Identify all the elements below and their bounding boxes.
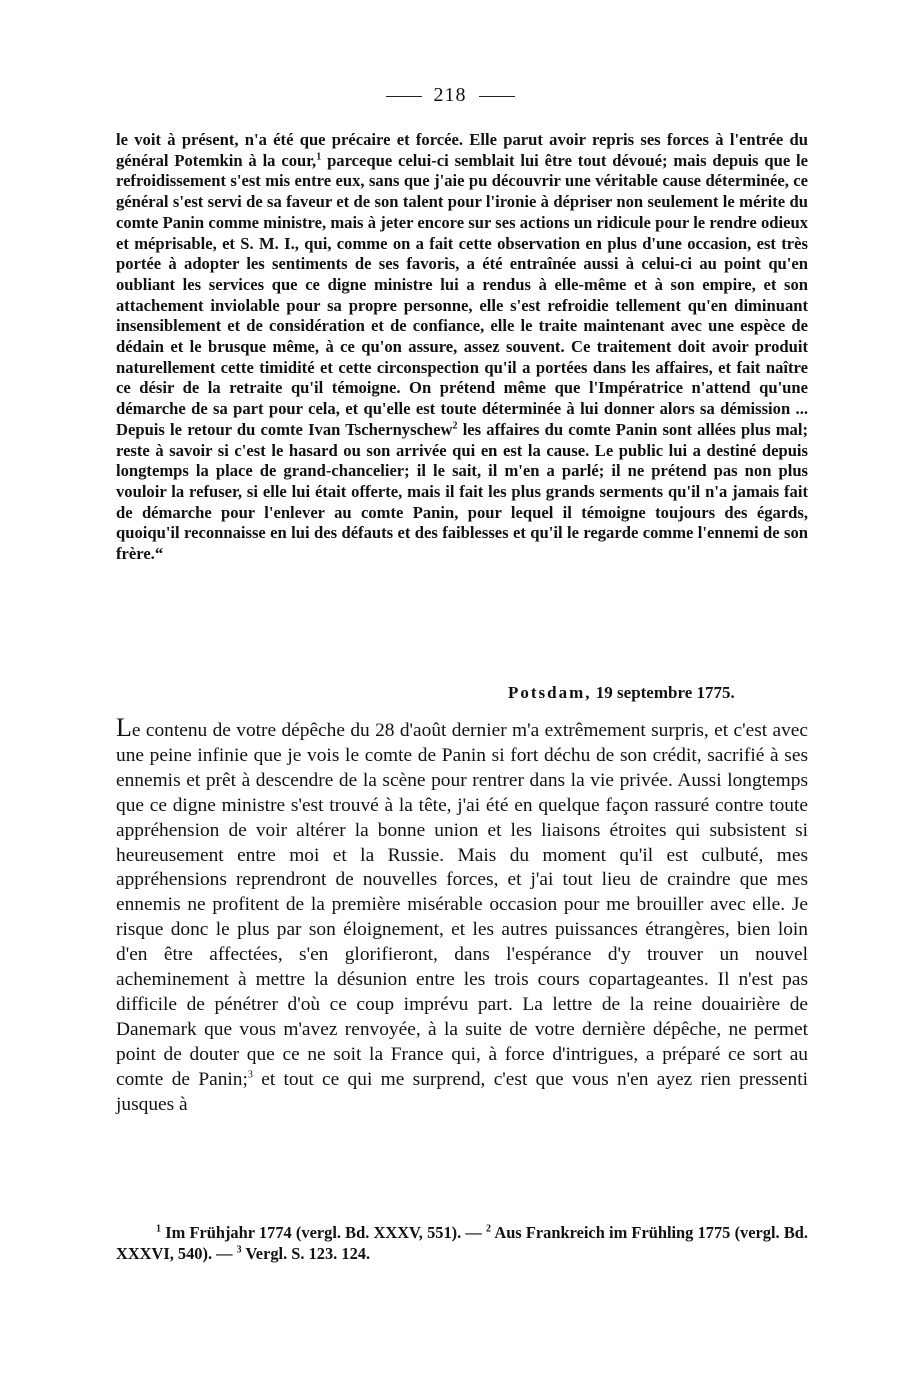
letter-initial: L: [116, 713, 132, 742]
dateline-place: Potsdam,: [508, 683, 592, 702]
footnote-mark-2: 2: [486, 1223, 492, 1235]
footnote-ref-1: 1: [316, 151, 322, 163]
quoted-report: [116, 130, 808, 565]
footnote-mark-3: 3: [236, 1244, 242, 1256]
footnote-text-1: Im Frühjahr 1774 (vergl. Bd. XXXV, 551). —: [161, 1223, 487, 1242]
page-number: 218: [433, 84, 467, 106]
header-rule-left: [386, 96, 422, 97]
quoted-paragraph: [116, 130, 808, 565]
header-rule-right: [479, 96, 515, 97]
quote-text-part-1: le voit à présent, n'a été que précaire et forcée. Elle parut avoir repris ses forces à l'entrée du général Potemkin à la cour,: [116, 130, 808, 170]
letter-paragraph: [116, 713, 808, 1118]
footnote-text-2: Aus Frankreich im Frühling 1775 (vergl. Bd. XXXVI, 540). —: [116, 1223, 808, 1263]
footnote-mark-1: 1: [156, 1223, 161, 1235]
letter-text-part-2: et tout ce qui me surprend, c'est que vous n'en ayez rien pressenti jusques à: [116, 1068, 808, 1115]
footnote-text-3: Vergl. S. 123. 124.: [241, 1244, 371, 1263]
page-header: [0, 84, 900, 107]
footnote-paragraph: [116, 1222, 808, 1264]
dateline-date: 19 septembre 1775.: [591, 683, 735, 702]
quote-text-part-3: les affaires du comte Panin sont allées plus mal; reste à savoir si c'est le hasard ou son arrivée qui en est la cause. Le public lui a destiné depuis longtemps la place de grand-chancelier; il le sait, il m'en a parlé; il ne prétend pas non plus vouloir la refuser, si elle lui était offerte, mais il fait les plus grands serments qu'il n'a jamais fait de démarche pour l'enlever au comte Panin, pour lequel il témoigne toujours des égards, quoiqu'il reconnaisse en lui des défauts et des faiblesses et qu'il le regarde comme l'ennemi de son frère.“: [116, 419, 808, 564]
footnote-ref-3: 3: [247, 1069, 253, 1081]
letter-text-part-1: e contenu de votre dépêche du 28 d'août dernier m'a extrêmement surpris, et c'est avec une peine infinie que je vois le comte de Panin si fort déchu de son crédit, sacrifié à ses ennemis et prêt à descendre de la scène pour rentrer dans la vie privée. Aussi longtemps que ce digne ministre s'est trouvé à la tête, j'ai été en quelque façon rassuré contre toute appréhension de voir altérer la bonne union et les liaisons étroites qui subsistent si heureusement entre moi et la Russie. Mais du moment qu'il est culbuté, mes appréhensions reprendront de nouvelles forces, et j'ai tout lieu de craindre que mes ennemis ne profitent de la première misérable occasion pour me brouiller avec elle. Je risque donc le plus par son éloignement, et les autres puissances étrangères, bien loin d'en être affectées, s'en glorifieront, dans l'espérance d'y trouver un nouvel acheminement à mettre la désunion entre les trois cours copartageantes. Il n'est pas difficile de pénétrer d'où ce coup imprévu part. La lettre de la reine douairière de Danemark que vous m'avez renvoyée, à la suite de votre dernière dépêche, ne permet point de douter que ce ne soit la France qui, à force d'intrigues, a préparé ce sort au comte de Panin;: [116, 720, 808, 1090]
dateline: [508, 683, 808, 703]
quote-text-part-2: parceque celui-ci semblait lui être tout dévoué; mais depuis que le refroidissement s'est mis entre eux, sans que j'aie pu découvrir une véritable cause déterminée, ce général s'est servi de sa faveur et de son talent pour l'ironie à dépriser non seulement le mérite du comte Panin comme ministre, mais à jeter encore sur ses actions un ridicule pour le rendre odieux et méprisable, et S. M. I., qui, comme on a fait cette observation en plus d'une occasion, est très portée à adopter les sentiments de ses favoris, a été entraînée aussi à celui-ci au point qu'en oubliant les services que ce digne ministre lui a rendus à elle-même et à son empire, et son attachement inviolable pour sa propre personne, elle s'est refroidie tellement qu'en diminuant insensiblement et de considération et de confiance, elle le traite maintenant avec une espèce de dédain et le brusque même, à ce qu'on assure, assez souvent. Ce traitement doit avoir produit naturellement cette timidité et cette circonspection qu'il a portées dans les affaires, et fait naître ce désir de la retraite qu'il témoigne. On prétend même que l'Impératrice n'attend qu'une démarche de sa part pour cela, et qu'elle est toute déterminée à lui donner alors sa démission ... Depuis le retour du comte Ivan Tschernyschew: [116, 150, 809, 439]
footnotes: [116, 1222, 808, 1264]
letter-body: [116, 713, 808, 1118]
footnote-ref-2: 2: [452, 420, 458, 432]
